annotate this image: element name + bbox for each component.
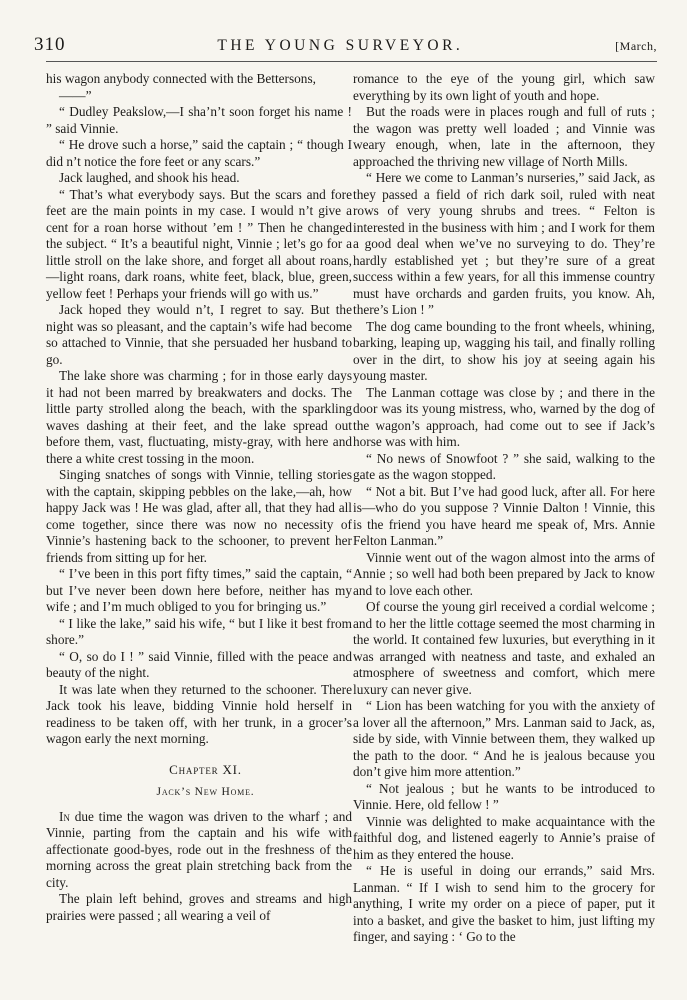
paragraph: “ I like the lake,” said his wife, “ but I like it best from shore.” xyxy=(46,615,352,647)
paragraph: It was late when they returned to the schooner. There Jack took his leave, bidding Vinnie hold herself in readiness to be taken off, with her trunk, in a grocer’s wagon early the next morning. xyxy=(46,681,352,746)
paragraph: “ Lion has been watching for you with the anxiety of a lover all the afternoon,” Mrs. Lanman said to Jack, as, side by side, with Vinnie between them, they walked up the path to the door. “ And he is jealous because you don’t give him more attention.” xyxy=(353,698,655,779)
paragraph: “ Not jealous ; but he wants to be introduced to Vinnie. Here, old fellow ! ” xyxy=(353,780,655,812)
right-column xyxy=(353,71,655,946)
paragraph: Jack laughed, and shook his head. xyxy=(59,170,240,185)
paragraph: The plain left behind, groves and streams and high prairies were passed ; all wearing a veil of xyxy=(46,891,352,923)
header-rule xyxy=(46,61,657,62)
paragraph: “ He is useful in doing our errands,” said Mrs. Lanman. “ If I wish to send him to the grocery for anything, I write my order on a piece of paper, put it into a basket, and give the basket to him, just lifting my finger, and saying : ‘ Go to the xyxy=(353,863,655,944)
paragraph: Vinnie was delighted to make acquaintance with the faithful dog, and listened eagerly to Annie’s praise of him as they entered the house. xyxy=(353,813,655,862)
paragraph: “ Here we come to Lanman’s nurseries,” said Jack, as they passed a field of rich dark soil, ruled with neat rows of very young shrubs and trees. “ Felton is interested in the business with him ; and I work for them a good deal when we’ve no surveying to do. They’re hardly established yet ; but they’re sure of a great success within a few years, for all this immense country must have orchards and garden fruits, you know. Ah, there’s Lion ! ” xyxy=(353,170,655,317)
paragraph: “ I’ve been in this port fifty times,” said the captain, “ but I’ve never been down here before, neither has my wife ; and I’m much obliged to you for bringing us.” xyxy=(46,566,352,614)
paragraph: “ O, so do I ! ” said Vinnie, filled with the peace and beauty of the night. xyxy=(46,648,352,680)
lead-word: In xyxy=(59,808,70,824)
paragraph: “ That’s what everybody says. But the scars and fore feet are the main points in my case. I would n’t give a cent for a roan horse without ’em ! ” Then he changed the subject. “ It’s a beautiful night, Vinnie ; let’s go for a little stroll on the lake shore, and forget all about roans,—light roans, dark roans, white feet, black, blue, green, yellow feet ! Perhaps your friends will go with us.” xyxy=(46,186,352,301)
chapter-heading: Chapter XI. xyxy=(169,761,242,777)
paragraph: “ He drove such a horse,” said the captain ; “ though I did n’t notice the fore feet or any scars.” xyxy=(46,137,352,169)
running-month: [March, xyxy=(615,39,657,53)
paragraph-text: due time the wagon was driven to the wharf ; and Vinnie, parting from the captain and his wife with affectionate good-byes, rode out in the freshness of the morning across the great plain stretching back from the city. xyxy=(46,808,352,890)
chapter-title: Jack’s New Home. xyxy=(156,786,255,798)
paragraph: But the roads were in places rough and full of ruts ; the wagon was pretty well loaded ; and Vinnie was weary enough, when, late in the afternoon, they approached the thriving new village of North Mills. xyxy=(353,104,655,169)
paragraph: Singing snatches of songs with Vinnie, telling stories with the captain, skipping pebbles on the lake,—ah, how happy Jack was ! He was glad, after all, that they had all come together, since there was now no necessity of Vinnie’s hastening back to the schooner, to prevent her friends from sitting up for her. xyxy=(46,467,352,565)
paragraph: The Lanman cottage was close by ; and there in the door was its young mistress, who, warned by the dog of the wagon’s approach, had come out to see if Jack’s horse was with him. xyxy=(353,384,655,449)
paragraph: Of course the young girl received a cordial welcome ; and to her the little cottage seemed the most charming in the world. It contained few luxuries, but everything in it was arranged with neatness and taste, and exhaled an atmosphere of sweetness and comfort, which mere luxury can never give. xyxy=(353,599,655,697)
paragraph: The lake shore was charming ; for in those early days it had not been marred by breakwaters and docks. The little party strolled along the beach, with the sparkling waves dashing at their feet, and the lake spread out before them, vast, fluctuating, misty-gray, with here and there a white crest tossing in the moon. xyxy=(46,368,352,466)
paragraph: “ Dudley Peakslow,—I sha’n’t soon forget his name ! ” said Vinnie. xyxy=(46,104,352,136)
paragraph: his wagon anybody connected with the Bettersons, xyxy=(46,71,316,86)
page-header xyxy=(34,34,657,58)
paragraph: “ Not a bit. But I’ve had good luck, after all. For here is—who do you suppose ? Vinnie Dalton ! Vinnie, this is the friend you have heard me speak of, Mrs. Annie Felton Lanman.” xyxy=(353,483,655,548)
page-number: 310 xyxy=(34,34,66,55)
paragraph: romance to the eye of the young girl, which saw everything by its own light of youth and hope. xyxy=(353,71,655,103)
paragraph: The dog came bounding to the front wheels, whining, barking, leaping up, wagging his tail, and finally rolling over in the dirt, to show his joy at seeing again his young master. xyxy=(353,318,655,383)
paragraph: Vinnie went out of the wagon almost into the arms of Annie ; so well had both been prepared by Jack to know and to love each other. xyxy=(353,549,655,598)
left-column xyxy=(46,71,352,924)
running-title: THE YOUNG SURVEYOR. xyxy=(217,37,464,54)
paragraph: Jack hoped they would n’t, I regret to say. But the night was so pleasant, and the captain’s wife had become so attached to Vinnie, that she persuaded her husband to go. xyxy=(46,302,352,367)
dash-line: ——” xyxy=(59,87,92,103)
paragraph: “ No news of Snowfoot ? ” she said, walking to the gate as the wagon stopped. xyxy=(353,450,655,482)
paragraph xyxy=(46,809,352,892)
